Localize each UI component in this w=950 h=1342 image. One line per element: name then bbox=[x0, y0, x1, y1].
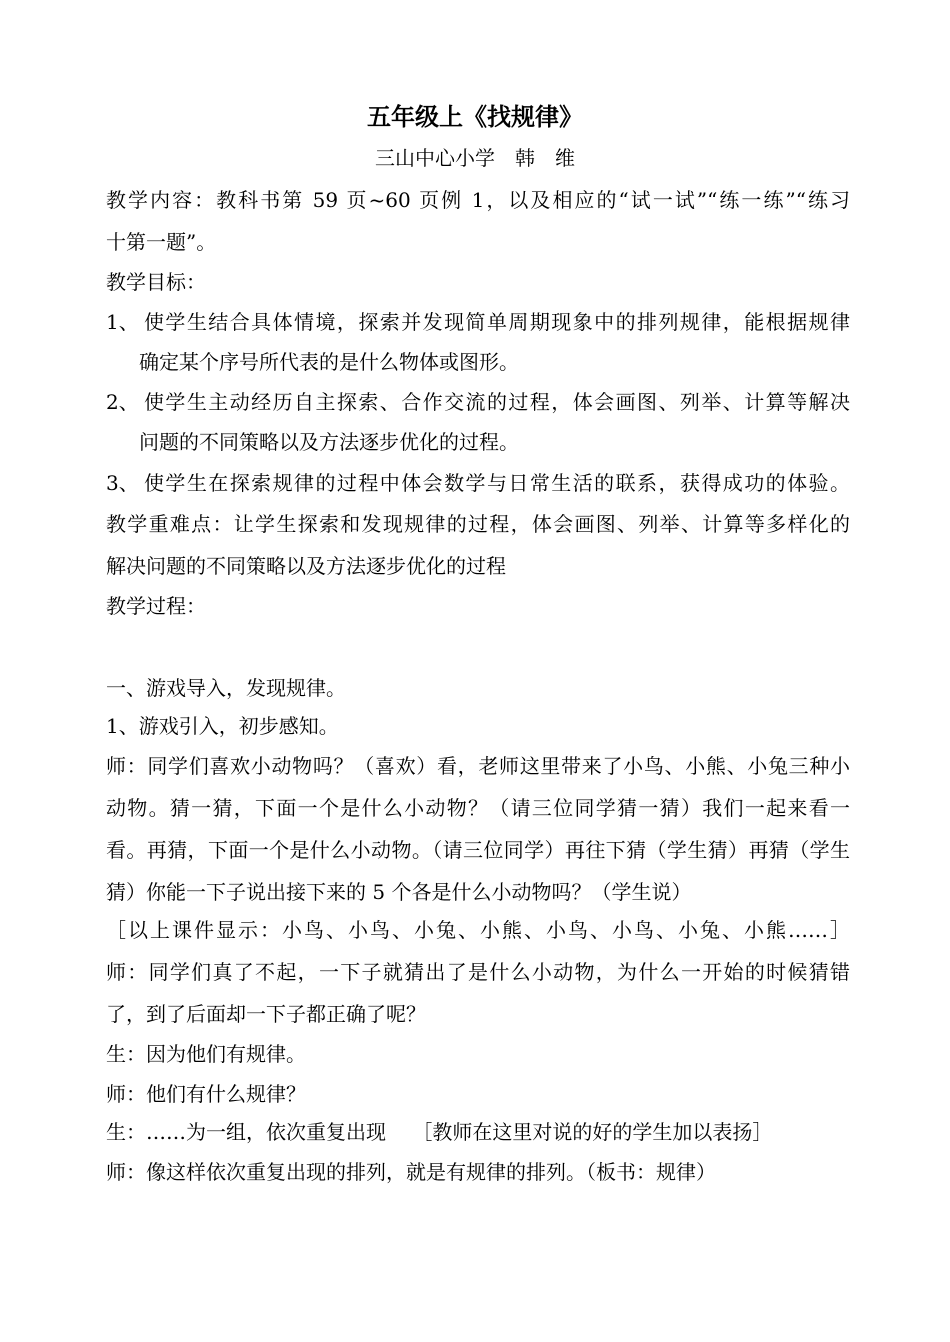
key-points-line-1: 教学重难点：让学生探索和发现规律的过程，体会画图、列举、计算等多样化的 bbox=[106, 512, 850, 536]
sub-1-heading: 1、游戏引入，初步感知。 bbox=[106, 714, 339, 738]
para-2-line-2: 了，到了后面却一下子都正确了呢？ bbox=[106, 1002, 426, 1026]
para-1-line-3: 看。再猜，下面一个是什么小动物。（请三位同学）再往下猜（学生猜）再猜（学生 bbox=[106, 838, 850, 862]
para-1-line-1: 师：同学们喜欢小动物吗？（喜欢）看，老师这里带来了小鸟、小熊、小兔三种小 bbox=[106, 754, 850, 778]
objective-item-1: 1、 使学生结合具体情境，探索并发现简单周期现象中的排列规律，能根据规律 bbox=[106, 310, 850, 334]
objective-item-2: 2、 使学生主动经历自主探索、合作交流的过程，体会画图、列举、计算等解决 bbox=[106, 390, 850, 414]
content-line-1: 教学内容：教科书第 59 页~60 页例 1，以及相应的“试一试”“练一练”“练习 bbox=[106, 188, 850, 212]
document-author: 三山中心小学 韩 维 bbox=[375, 146, 575, 170]
key-points-line-2: 解决问题的不同策略以及方法逐步优化的过程 bbox=[106, 554, 506, 578]
para-2-line-1: 师：同学们真了不起，一下子就猜出了是什么小动物，为什么一开始的时候猜错 bbox=[106, 960, 850, 984]
objective-number: 3、 bbox=[106, 471, 139, 495]
teacher-question-1: 师：他们有什么规律？ bbox=[106, 1082, 306, 1106]
objective-item-2-cont: 问题的不同策略以及方法逐步优化的过程。 bbox=[139, 430, 519, 454]
teacher-statement-2: 师：像这样依次重复出现的排列，就是有规律的排列。（板书：规律） bbox=[106, 1160, 716, 1184]
objectives-heading: 教学目标： bbox=[106, 270, 206, 294]
objective-number: 2、 bbox=[106, 390, 139, 414]
courseware-note: ［以上课件显示：小鸟、小鸟、小兔、小熊、小鸟、小鸟、小兔、小熊……］ bbox=[106, 918, 850, 942]
process-heading: 教学过程： bbox=[106, 594, 206, 618]
section-1-heading: 一、游戏导入，发现规律。 bbox=[106, 676, 346, 700]
para-1-line-4: 猜）你能一下子说出接下来的 5 个各是什么小动物吗？（学生说） bbox=[106, 880, 692, 904]
document-title: 五年级上《找规律》 bbox=[367, 102, 583, 131]
student-answer-1: 生：因为他们有规律。 bbox=[106, 1042, 306, 1066]
objective-number: 1、 bbox=[106, 310, 139, 334]
student-answer-2: 生：……为一组，依次重复出现 ［教师在这里对说的好的学生加以表扬］ bbox=[106, 1120, 773, 1144]
para-1-line-2: 动物。猜一猜，下面一个是什么小动物？（请三位同学猜一猜）我们一起来看一 bbox=[106, 796, 850, 820]
content-line-2: 十第一题”。 bbox=[106, 230, 217, 254]
objective-item-1-cont: 确定某个序号所代表的是什么物体或图形。 bbox=[139, 350, 519, 374]
objective-item-3: 3、 使学生在探索规律的过程中体会数学与日常生活的联系，获得成功的体验。 bbox=[106, 471, 850, 495]
